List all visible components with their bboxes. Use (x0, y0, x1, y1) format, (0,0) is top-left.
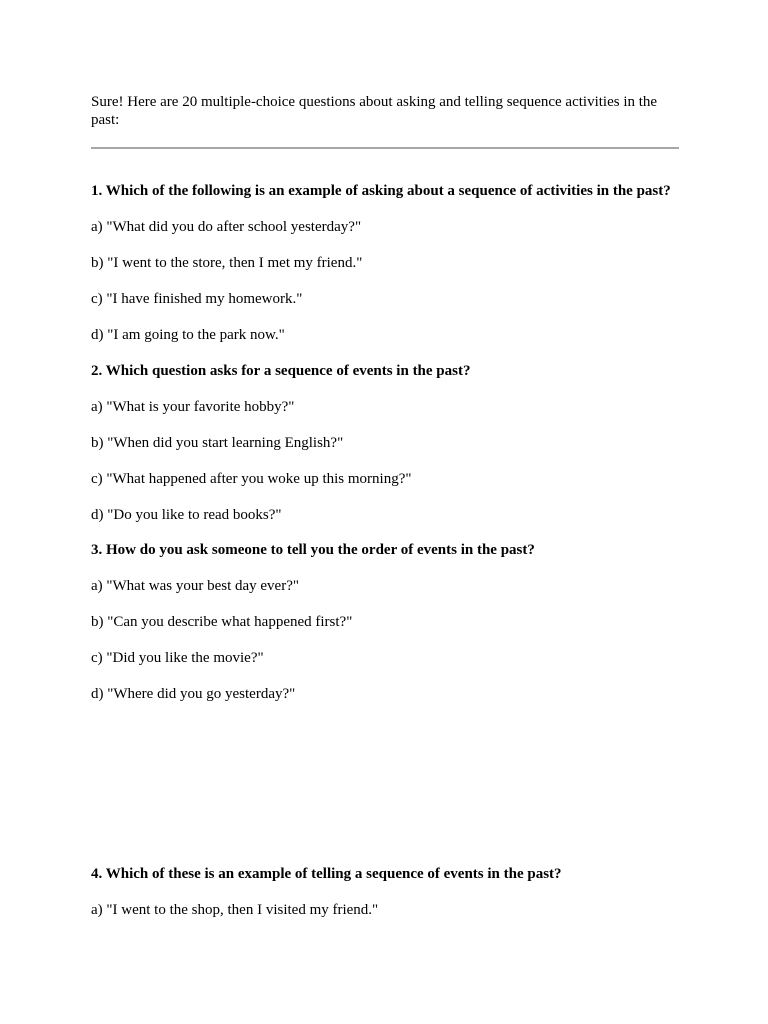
question-3-option-a: a) "What was your best day ever?" (91, 578, 299, 594)
horizontal-divider (91, 147, 679, 149)
question-2-option-d: d) "Do you like to read books?" (91, 507, 282, 523)
question-3: 3. How do you ask someone to tell you the order of events in the past? (91, 542, 535, 558)
question-1-option-d: d) "I am going to the park now." (91, 327, 285, 343)
question-2: 2. Which question asks for a sequence of events in the past? (91, 363, 471, 379)
question-3-option-c: c) "Did you like the movie?" (91, 650, 264, 666)
question-2-option-b: b) "When did you start learning English?" (91, 435, 344, 451)
question-4-option-a: a) "I went to the shop, then I visited my friend." (91, 902, 379, 918)
question-1-option-b: b) "I went to the store, then I met my friend." (91, 255, 363, 271)
question-4: 4. Which of these is an example of telling a sequence of events in the past? (91, 866, 562, 882)
question-1: 1. Which of the following is an example of asking about a sequence of activities in the past? (91, 183, 671, 199)
question-3-option-d: d) "Where did you go yesterday?" (91, 686, 296, 702)
question-1-option-a: a) "What did you do after school yesterday?" (91, 219, 362, 235)
question-3-option-b: b) "Can you describe what happened first?" (91, 614, 353, 630)
question-1-option-c: c) "I have finished my homework." (91, 291, 303, 307)
question-2-option-c: c) "What happened after you woke up this morning?" (91, 471, 412, 487)
question-2-option-a: a) "What is your favorite hobby?" (91, 399, 295, 415)
intro-text: Sure! Here are 20 multiple-choice questions about asking and telling sequence activities in the past: (91, 94, 658, 128)
